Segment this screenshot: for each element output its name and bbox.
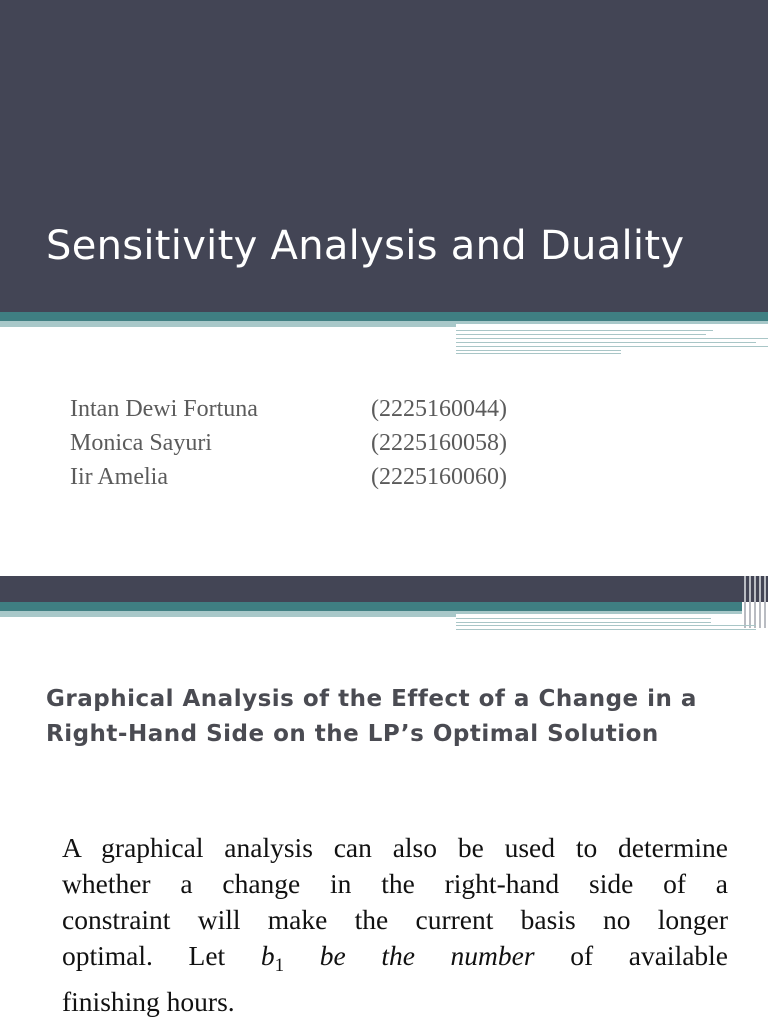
slide-body-text [62,830,728,1020]
light-accent-band [0,321,456,327]
light-accent-band-right [456,611,742,614]
decor-line [456,629,756,630]
body-text: optimal. Let [62,940,226,971]
body-line: constraint will make the current basis no longer [62,904,728,935]
author-student-id: (2225160044) [371,396,507,422]
slide-header-band [0,576,768,602]
math-symbol-base: b [260,940,275,971]
body-line [62,938,728,984]
teal-accent-band [0,312,768,321]
decor-line [456,334,706,335]
content-slide [0,576,768,1024]
decor-line [456,353,621,354]
decor-line [456,625,756,626]
author-student-id: (2225160060) [371,464,507,490]
decor-stripe [754,576,756,628]
body-italic-text: be the number [319,940,535,971]
teal-accent-band [0,602,742,611]
decor-line [456,350,621,351]
decor-line [456,330,713,331]
author-name: Intan Dewi Fortuna [70,396,258,422]
light-accent-band-right [456,321,768,324]
body-text: of available [570,940,729,971]
decor-stripe [744,576,746,628]
body-line: whether a change in the right-hand side of a [62,868,728,899]
slide-title: Graphical Analysis of the Effect of a Change in a Right-Hand Side on the LP’s Optimal Solution [46,686,697,747]
decor-line [456,622,711,623]
decor-stripe [749,576,751,628]
light-accent-band [0,611,456,617]
author-name: Monica Sayuri [70,430,212,456]
presentation-title: Sensitivity Analysis and Duality [46,223,685,269]
decor-line [456,346,768,347]
decor-stripe [759,576,761,628]
body-line: A graphical analysis can also be used to determine [62,832,728,863]
decor-line [456,338,768,339]
author-name: Iir Amelia [70,464,168,490]
math-symbol [260,940,285,976]
decor-line [456,342,756,343]
decor-line [456,618,711,619]
author-student-id: (2225160058) [371,430,507,456]
body-line: finishing hours. [62,986,235,1017]
decor-stripe [764,576,766,628]
math-symbol-subscript: 1 [274,955,285,976]
